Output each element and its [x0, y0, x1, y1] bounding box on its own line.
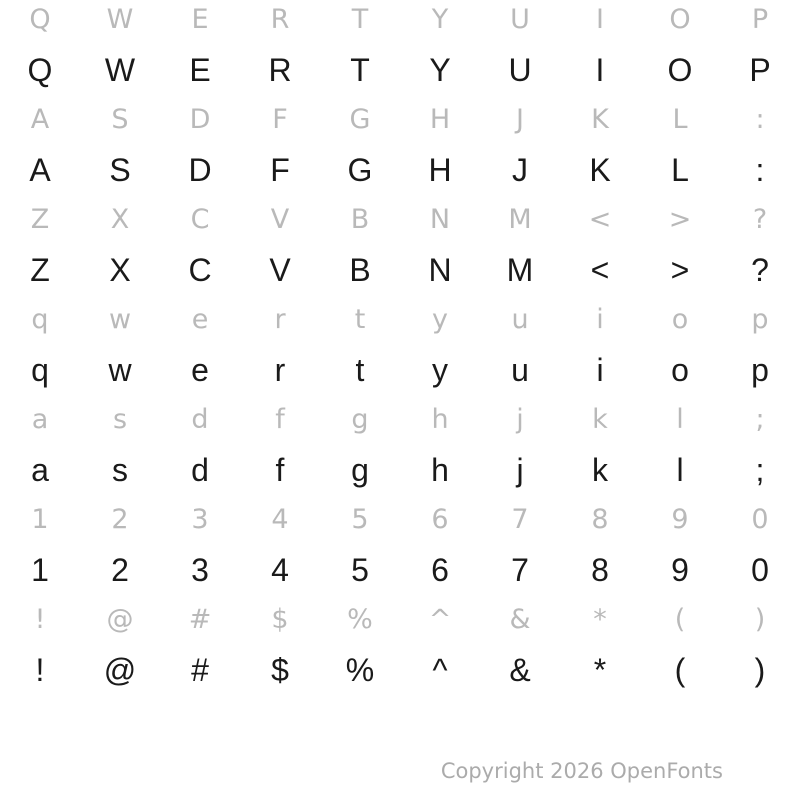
char-cell: A	[30, 104, 50, 135]
char-cell: 9	[671, 504, 689, 535]
char-cell: j	[516, 452, 524, 488]
char-cell: y	[432, 352, 448, 388]
char-cell: :	[755, 152, 765, 188]
char-cell: K	[589, 152, 611, 188]
char-cell: >	[670, 252, 690, 288]
char-cell: u	[511, 352, 529, 388]
char-cell: f	[275, 404, 285, 435]
char-cell: ?	[752, 204, 768, 235]
char-cell: d	[191, 404, 209, 435]
char-cell: 2	[111, 552, 129, 588]
preview-row-2	[0, 195, 800, 245]
char-cell: >	[668, 204, 692, 235]
char-cell: e	[191, 304, 209, 335]
char-cell: S	[109, 152, 131, 188]
char-cell: B	[350, 204, 370, 235]
char-cell: %	[347, 604, 373, 635]
char-cell: &	[509, 652, 531, 688]
char-cell: T	[351, 4, 369, 35]
char-cell: M	[508, 204, 532, 235]
char-cell: F	[270, 152, 290, 188]
char-cell: ?	[751, 252, 769, 288]
preview-row-5	[0, 495, 800, 545]
char-cell: 5	[351, 504, 369, 535]
char-cell: t	[354, 304, 366, 335]
char-cell: M	[506, 252, 534, 288]
char-cell: 1	[31, 552, 49, 588]
specimen-row-0	[0, 45, 800, 95]
char-cell: Z	[30, 252, 50, 288]
char-cell: &	[509, 604, 531, 635]
char-cell: w	[108, 352, 132, 388]
specimen-row-2	[0, 245, 800, 295]
char-cell: C	[188, 252, 212, 288]
char-cell: 5	[351, 552, 369, 588]
char-cell: 0	[751, 504, 769, 535]
char-cell: 3	[191, 552, 209, 588]
char-cell: G	[349, 104, 371, 135]
char-cell: 7	[511, 504, 529, 535]
char-cell: l	[676, 404, 684, 435]
char-cell: Q	[27, 52, 53, 88]
char-cell: 2	[111, 504, 129, 535]
char-cell: U	[510, 4, 530, 35]
char-cell: U	[508, 52, 532, 88]
char-cell: #	[188, 604, 212, 635]
char-cell: Z	[30, 204, 50, 235]
char-cell: i	[596, 352, 604, 388]
preview-row-3	[0, 295, 800, 345]
char-cell: D	[188, 152, 212, 188]
char-cell: a	[31, 404, 49, 435]
char-cell: Y	[429, 52, 451, 88]
char-cell: k	[592, 404, 608, 435]
char-cell: P	[749, 52, 771, 88]
char-cell: K	[591, 104, 609, 135]
char-cell: ;	[755, 404, 765, 435]
char-cell: t	[355, 352, 365, 388]
char-cell: Q	[29, 4, 51, 35]
char-cell: I	[595, 52, 605, 88]
char-cell: V	[269, 252, 291, 288]
specimen-row-6	[0, 645, 800, 695]
char-cell: 3	[191, 504, 209, 535]
char-cell: H	[429, 104, 451, 135]
char-cell: X	[109, 252, 131, 288]
specimen-row-5	[0, 545, 800, 595]
char-cell: y	[432, 304, 448, 335]
char-cell: C	[190, 204, 210, 235]
char-cell: 7	[511, 552, 529, 588]
char-cell: g	[351, 404, 369, 435]
char-cell: a	[31, 452, 49, 488]
char-cell: 6	[431, 504, 449, 535]
char-cell: e	[191, 352, 209, 388]
char-cell: p	[751, 304, 769, 335]
specimen-row-4	[0, 445, 800, 495]
char-cell: (	[674, 604, 686, 635]
char-cell: 4	[271, 552, 289, 588]
char-cell: %	[345, 652, 375, 688]
char-cell: )	[754, 652, 766, 688]
char-cell: 0	[751, 552, 769, 588]
char-cell: D	[189, 104, 211, 135]
char-cell: N	[428, 252, 452, 288]
char-cell: l	[676, 452, 684, 488]
char-cell: 9	[671, 552, 689, 588]
char-cell: E	[189, 52, 211, 88]
char-cell: u	[511, 304, 529, 335]
char-cell: $	[271, 604, 289, 635]
char-cell: W	[104, 52, 136, 88]
char-cell: r	[274, 304, 286, 335]
char-cell: 4	[271, 504, 289, 535]
preview-row-1	[0, 95, 800, 145]
char-cell: h	[431, 404, 449, 435]
char-cell: <	[590, 252, 610, 288]
char-cell: R	[268, 52, 292, 88]
char-cell: d	[191, 452, 209, 488]
char-cell: :	[755, 104, 765, 135]
char-cell: #	[191, 652, 209, 688]
char-cell: ;	[755, 452, 765, 488]
char-cell: $	[271, 652, 289, 688]
preview-row-0	[0, 0, 800, 45]
copyright-text: Copyright 2026 OpenFonts	[440, 759, 723, 783]
char-cell: 8	[591, 504, 609, 535]
char-cell: P	[751, 4, 769, 35]
char-cell: r	[274, 352, 286, 388]
char-cell: <	[588, 204, 612, 235]
char-cell: N	[429, 204, 451, 235]
char-cell: R	[270, 4, 290, 35]
char-cell: B	[349, 252, 371, 288]
char-cell: w	[108, 304, 132, 335]
char-cell: g	[351, 452, 369, 488]
char-cell: J	[512, 152, 528, 188]
char-cell: Y	[431, 4, 449, 35]
char-cell: !	[35, 652, 45, 688]
specimen-row-1	[0, 145, 800, 195]
char-cell: O	[667, 52, 693, 88]
char-cell: o	[671, 352, 689, 388]
char-cell: j	[516, 404, 524, 435]
char-cell: T	[350, 52, 370, 88]
char-cell: J	[516, 104, 524, 135]
preview-row-6	[0, 595, 800, 645]
char-cell: !	[34, 604, 46, 635]
char-cell: q	[31, 352, 49, 388]
char-cell: O	[669, 4, 691, 35]
char-cell: p	[751, 352, 769, 388]
char-cell: i	[596, 304, 604, 335]
char-cell: s	[112, 404, 128, 435]
char-cell: (	[674, 652, 686, 688]
char-cell: )	[754, 604, 766, 635]
char-cell: s	[112, 452, 128, 488]
specimen-row-3	[0, 345, 800, 395]
char-cell: @	[103, 652, 137, 688]
char-cell: ^	[432, 652, 448, 688]
char-cell: V	[270, 204, 290, 235]
char-cell: G	[347, 152, 373, 188]
char-cell: f	[275, 452, 285, 488]
char-cell: q	[31, 304, 49, 335]
char-cell: k	[592, 452, 608, 488]
char-cell: E	[191, 4, 209, 35]
char-cell: @	[106, 604, 134, 635]
char-cell: S	[111, 104, 129, 135]
char-cell: A	[29, 152, 51, 188]
preview-row-4	[0, 395, 800, 445]
char-cell: F	[272, 104, 288, 135]
char-cell: 6	[431, 552, 449, 588]
char-cell: H	[428, 152, 452, 188]
char-cell: o	[671, 304, 689, 335]
char-cell: *	[593, 604, 607, 635]
char-cell: L	[672, 104, 688, 135]
char-cell: h	[431, 452, 449, 488]
char-cell: 1	[31, 504, 49, 535]
char-cell: W	[106, 4, 134, 35]
char-cell: I	[596, 4, 604, 35]
char-cell: ^	[428, 604, 452, 635]
char-cell: 8	[591, 552, 609, 588]
char-cell: L	[671, 152, 689, 188]
char-cell: *	[593, 652, 607, 688]
char-cell: X	[110, 204, 130, 235]
